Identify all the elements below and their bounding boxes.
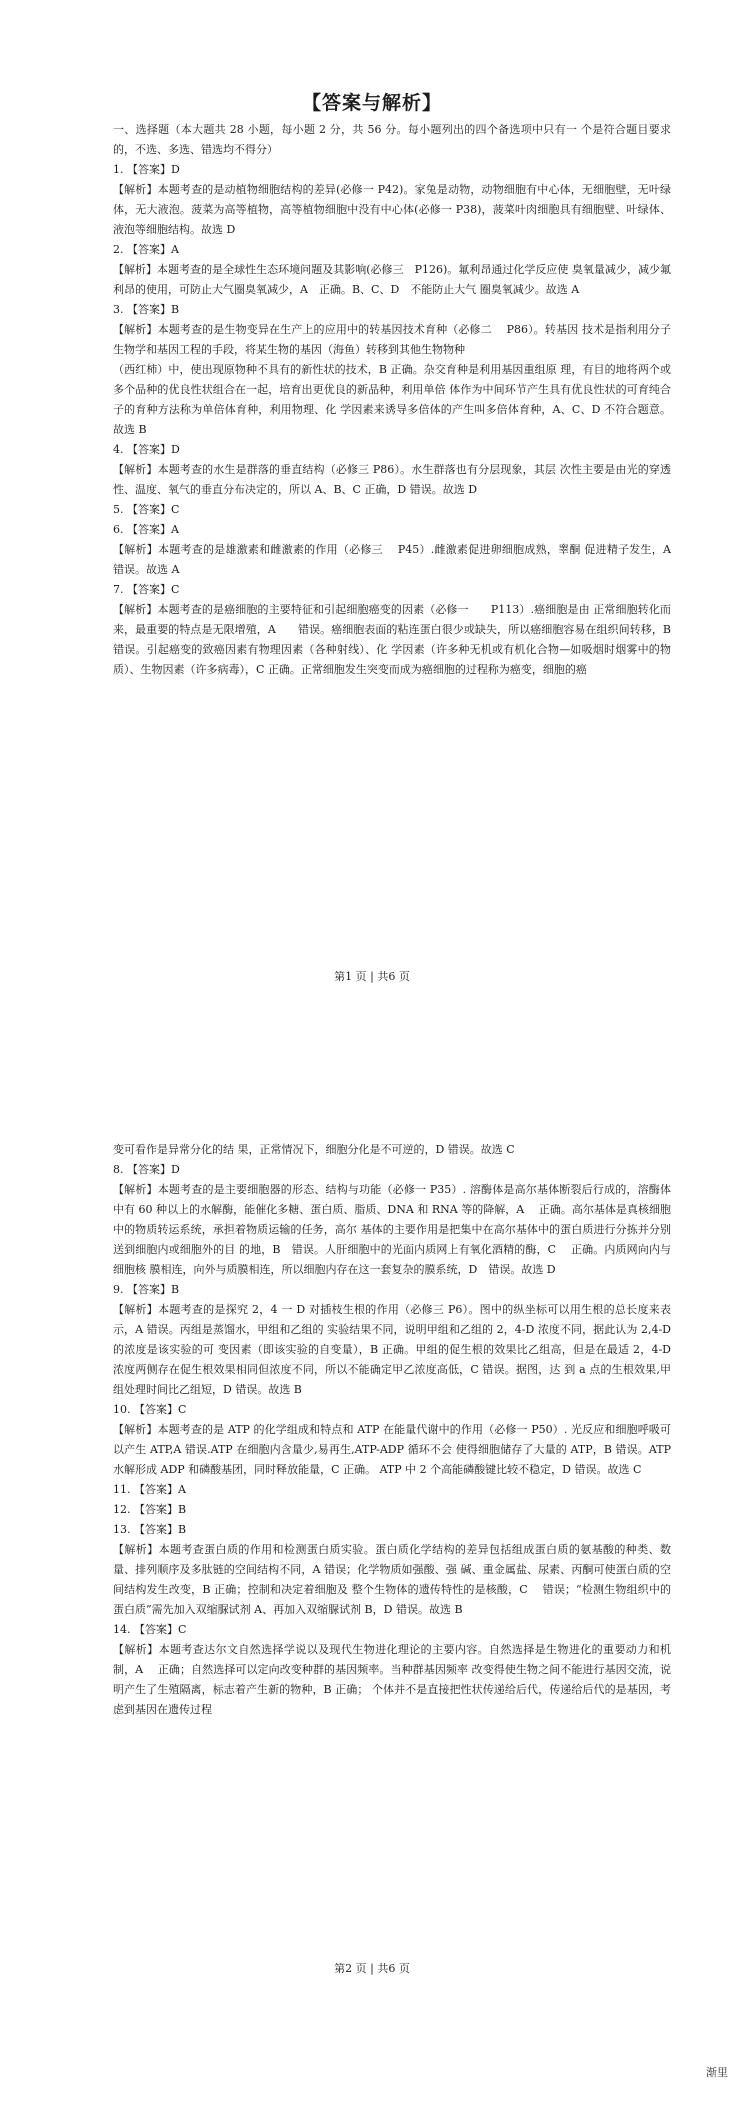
- text-line: 【解析】本题考查的是癌细胞的主要特征和引起细胞癌变的因素（必修一 P113）.癌细胞是由 正常细胞转化而来，最重要的特点是无限增殖，A 错误。癌细胞表面的粘连蛋白很少或缺失，所以癌细胞容易在组织间转移，B 错误。引起癌变的致癌因素有物理因素（各种射线）、化 学因素（许多种无机或有机化合物—如吸烟时烟雾中的物质）、生物因素（许多病毒），C 正确。正常细胞发生突变而成为癌细胞的过程称为癌变，细胞的癌: [113, 603, 686, 676]
- text-line: 12. 【答案】B: [113, 1503, 187, 1516]
- page-1-footer: 第1 页 | 共6 页: [334, 970, 410, 983]
- text-line: 9. 【答案】B: [113, 1283, 180, 1296]
- text-line: 【解析】本题考查达尔文自然选择学说以及现代生物进化理论的主要内容。自然选择是生物进化的重要动力和机制，A 正确；自然选择可以定向改变种群的基因频率。当种群基因频率 改变得使生物之间不能进行基因交流，说明产生了生殖隔离，标志着产生新的物种，B 正确； 个体并不是直接把性状传递给后代，传递给后代的是基因，考虑到基因在遗传过程: [113, 1643, 671, 1716]
- page-1-content: [113, 120, 686, 680]
- text-line: 8. 【答案】D: [113, 1163, 180, 1176]
- text-line: 【解析】本题考查的是生物变异在生产上的应用中的转基因技术育种（必修二 P86）。转基因 技术是指利用分子生物学和基因工程的手段，将某生物的基因（海鱼）转移到其他生物物种: [113, 323, 671, 356]
- page-2: [0, 1140, 744, 2104]
- text-line: 7. 【答案】C: [113, 583, 180, 596]
- text-line: 一、选择题（本大题共 28 小题，每小题 2 分，共 56 分。每小题列出的四个备选项中只有一 个是符合题目要求的，不选、多选、错选均不得分）: [113, 123, 671, 156]
- text-line: 【解析】本题考查的是全球性生态环境问题及其影响(必修三 P126)。氟利昂通过化学反应使 臭氧量减少，减少氟利昂的使用，可防止大气圈臭氧减少，A 正确。B、C、D 不能防止大气 圈臭氧减少。故选 A: [113, 263, 671, 296]
- text-line: 6. 【答案】A: [113, 523, 179, 536]
- text-line: 5. 【答案】C: [113, 503, 180, 516]
- text-line: 13. 【答案】B: [113, 1523, 187, 1536]
- page-2-footer: 第2 页 | 共6 页: [334, 1962, 410, 1975]
- document-title: 【答案与解析】: [301, 92, 442, 114]
- text-line: 14. 【答案】C: [113, 1623, 187, 1636]
- text-line: 10. 【答案】C: [113, 1403, 187, 1416]
- text-line: 【解析】本题考查的水生是群落的垂直结构（必修三 P86）。水生群落也有分层现象，其层 次性主要是由光的穿透性、温度、氧气的垂直分布决定的，所以 A、B、C 正确，D 错误。故选 D: [113, 463, 671, 496]
- text-line: 4. 【答案】D: [113, 443, 180, 456]
- text-line: 【解析】本题考查的是雄激素和雌激素的作用（必修三 P45）.雌激素促进卵细胞成熟，睾酮 促进精子发生，A 错误。故选 A: [113, 543, 671, 576]
- text-line: （西红柿）中，使出现原物种不具有的新性状的技术，B 正确。杂交育种是利用基因重组原 理，有目的地将两个或多个品种的优良性状组合在一起，培育出更优良的新品种，利用单倍 体作为中间环节产生具有优良性状的可育纯合子的育种方法称为单倍体育种，利用物理、化 学因素来诱导多倍体的产生叫多倍体育种，A、C、D 不符合题意。故选 B: [113, 363, 671, 436]
- text-line: 1. 【答案】D: [113, 163, 180, 176]
- text-line: 3. 【答案】B: [113, 303, 180, 316]
- text-line: 【解析】本题考查蛋白质的作用和检测蛋白质实验。蛋白质化学结构的差异包括组成蛋白质的氨基酸的种类、数量、排列顺序及多肽链的空间结构不同，A 错误；化学物质如强酸、强 碱、重金属盐、尿素、丙酮可使蛋白质的空间结构发生改变，B 正确；控制和决定着细胞及 整个生物体的遗传特性的是核酸，C 错误；“检测生物组织中的蛋白质”需先加入双缩脲试剂 A、再加入双缩脲试剂 B，D 错误。故选 B: [113, 1543, 671, 1616]
- text-line: 2. 【答案】A: [113, 243, 179, 256]
- page-1: [0, 0, 744, 1000]
- text-line: 【解析】本题考查的是 ATP 的化学组成和特点和 ATP 在能量代谢中的作用（必修一 P50）. 光反应和细胞呼吸可以产生 ATP,A 错误.ATP 在细胞内含量少,易再生,ATP-ADP 循环不会 使得细胞储存了大量的 ATP，B 错误。ATP 水解形成 ADP 和磷酸基团，同时释放能量，C 正确。 ATP 中 2 个高能磷酸键比较不稳定，D 错误。故选 C: [113, 1423, 671, 1476]
- page-2-content: [113, 1140, 671, 1720]
- corner-mark: 渐里: [706, 2066, 728, 2079]
- text-line: 【解析】本题考查的是主要细胞器的形态、结构与功能（必修一 P35）. 溶酶体是高尔基体断裂后行成的，溶酶体中有 60 种以上的水解酶，能催化多糖、蛋白质、脂质、DNA 和 RNA 等的降解，A 正确。高尔基体是真核细胞中的物质转运系统，承担着物质运输的任务，高尔 基体的主要作用是把集中在高尔基体中的蛋白质进行分拣并分别送到细胞内或细胞外的目 的地，B 错误。人肝细胞中的光面内质网上有氧化酒精的酶，C 正确。内质网向内与细胞核 膜相连，向外与质膜相连，所以细胞内存在这一套复杂的膜系统，D 错误。故选 D: [113, 1183, 671, 1276]
- text-line: 11. 【答案】A: [113, 1483, 186, 1496]
- text-line: 变可看作是异常分化的结 果，正常情况下，细胞分化是不可逆的，D 错误。故选 C: [113, 1143, 515, 1156]
- text-line: 【解析】本题考查的是探究 2，4 一 D 对插枝生根的作用（必修三 P6）。图中的纵坐标可以用生根的总长度来表示，A 错误。丙组是蒸馏水，甲组和乙组的 实验结果不同，说明甲组和乙组的 2，4-D 浓度不同，据此认为 2,4-D 的浓度是该实验的可 变因素（即该实验的自变量），B 正确。甲组的促生根的效果比乙组高，但是在最适 2，4-D 浓度两侧存在促生根效果相同但浓度不同，所以不能确定甲乙浓度高低，C 错误。据图，达 到 a 点的生根效果,甲组处理时间比乙组短，D 错误。故选 B: [113, 1303, 671, 1396]
- text-line: 【解析】本题考查的是动植物细胞结构的差异(必修一 P42)。家兔是动物，动物细胞有中心体，无细胞壁，无叶绿体，无大液泡。菠菜为高等植物，高等植物细胞中没有中心体(必修一 P38)，菠菜叶肉细胞具有细胞壁、叶绿体、液泡等细胞结构。故选 D: [113, 183, 671, 236]
